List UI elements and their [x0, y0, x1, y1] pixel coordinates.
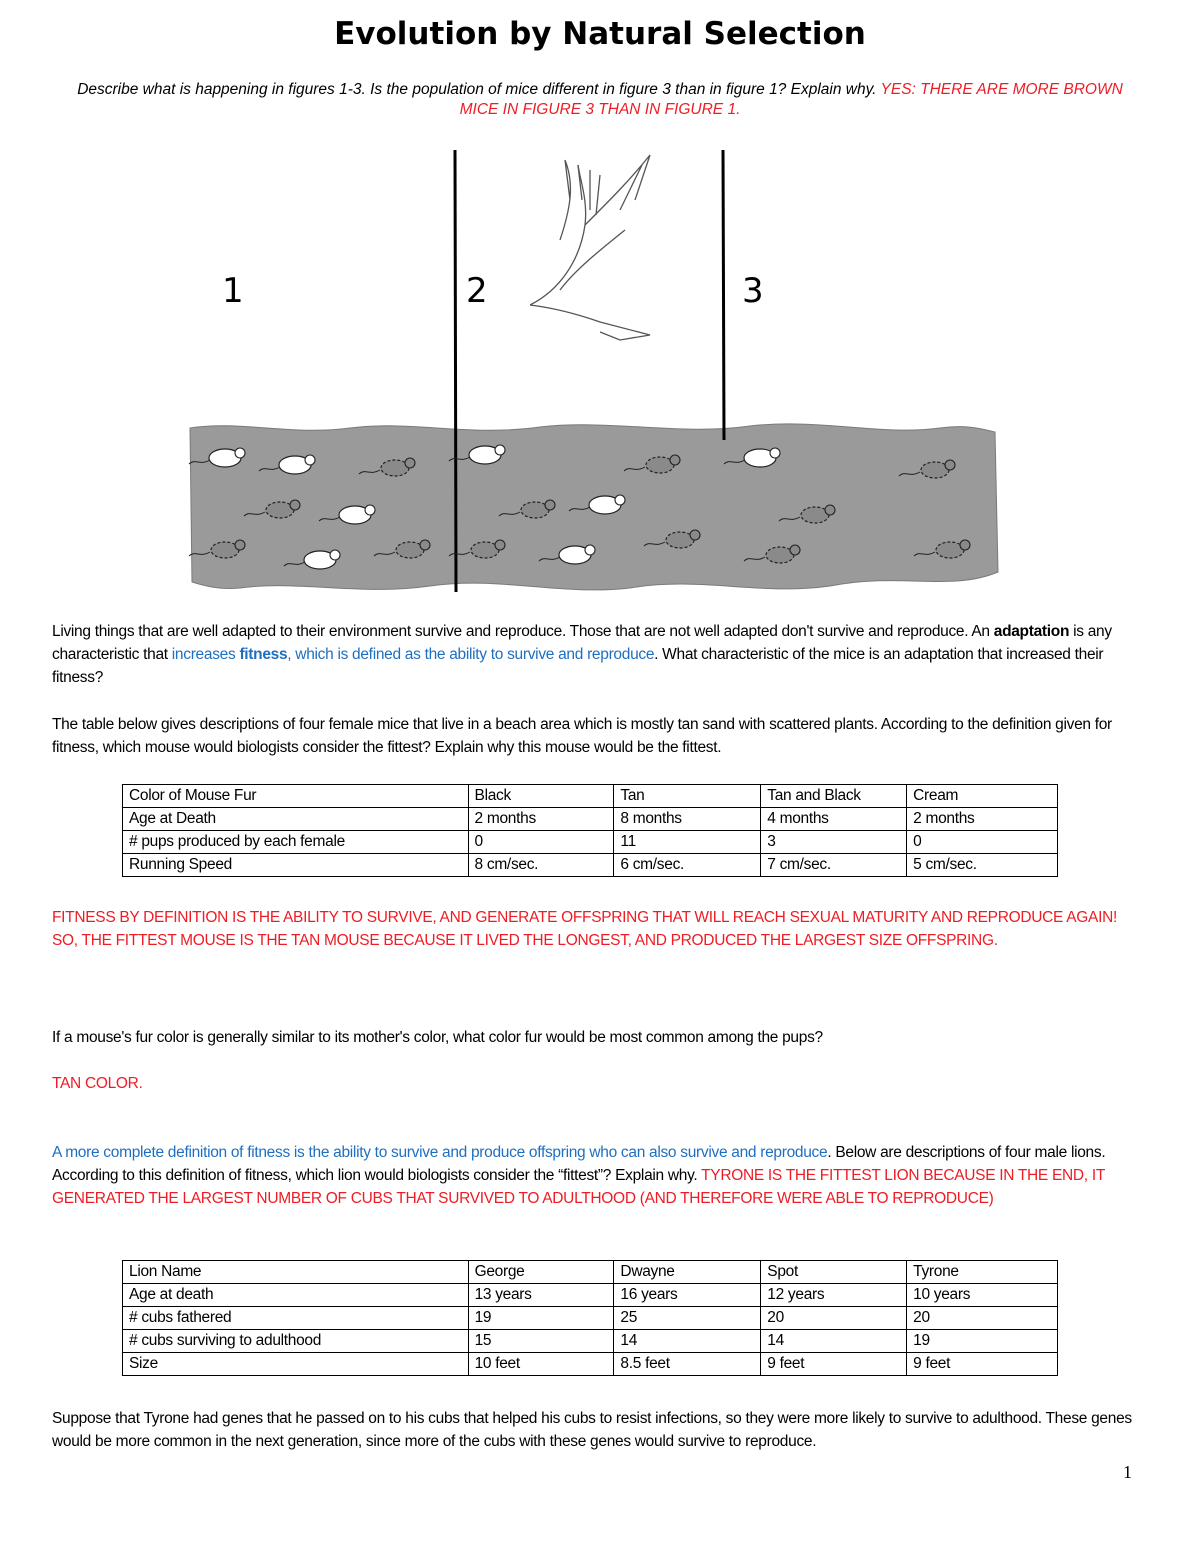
table-cell: Black [468, 785, 614, 808]
table-cell: 6 cm/sec. [614, 854, 761, 877]
adaptation-blue-2: , which is defined as the ability to survive and reproduce [287, 646, 655, 663]
table-cell: 10 feet [468, 1353, 614, 1376]
table-cell: Spot [761, 1261, 907, 1284]
table-cell: 16 years [614, 1284, 761, 1307]
fur-question: If a mouse's fur color is generally similar to its mother's color, what color fur would be most common among the pups? [52, 1029, 823, 1046]
mice-table-row [123, 785, 1058, 808]
lion-answer: TYRONE IS THE FITTEST LION BECAUSE IN THE END, IT GENERATED THE LARGEST NUMBER OF CUBS THAT SURVIVED TO ADULTHOOD (AND THEREFORE WERE ABLE TO REPRODUCE) [52, 1167, 1105, 1207]
table-cell: 0 [907, 831, 1058, 854]
table-cell: 8.5 feet [614, 1353, 761, 1376]
table-cell: Age at Death [123, 808, 469, 831]
mice-table-row [123, 831, 1058, 854]
table-cell: 19 [907, 1330, 1058, 1353]
table-cell: 2 months [468, 808, 614, 831]
closing-paragraph: Suppose that Tyrone had genes that he passed on to his cubs that helped his cubs to resist infections, so they were more likely to survive to adulthood. These genes would be more common in the next generation, since more of the cubs with these genes would survive to reproduce. [52, 1410, 1132, 1450]
table-cell: Tan [614, 785, 761, 808]
divider-line-2 [723, 150, 724, 440]
adaptation-blue-1: increases [171, 646, 240, 663]
table-cell: 15 [468, 1330, 614, 1353]
adaptation-text-3: . What characteristic of the mice is an adaptation that increased their fitness? [52, 646, 1104, 686]
mice-table [122, 784, 1058, 877]
lion-table [122, 1260, 1058, 1376]
mice-table-row [123, 808, 1058, 831]
table-cell: 2 months [907, 808, 1058, 831]
lion-table-row [123, 1353, 1058, 1376]
table-cell: Tan and Black [761, 785, 907, 808]
panel-number-1: 1 [222, 271, 244, 311]
fitness-term: fitness [239, 646, 288, 663]
table-cell: 11 [614, 831, 761, 854]
table-cell: George [468, 1261, 614, 1284]
adaptation-term: adaptation [993, 623, 1070, 640]
intro-question [60, 80, 1140, 120]
fur-answer: TAN COLOR. [52, 1075, 143, 1092]
table-cell: # pups produced by each female [123, 831, 469, 854]
table-cell: 5 cm/sec. [907, 854, 1058, 877]
page-title: Evolution by Natural Selection [334, 16, 866, 52]
fitness-answer: FITNESS BY DEFINITION IS THE ABILITY TO SURVIVE, AND GENERATE OFFSPRING THAT WILL REACH SEXUAL MATURITY AND REPRODUCE AGAIN! SO, THE FITTEST MOUSE IS THE TAN MOUSE BECAUSE IT LIVED THE LONGEST, AND PRODUCED THE LARGEST SIZE OFFSPRING. [52, 909, 1117, 949]
lion-table-row [123, 1307, 1058, 1330]
table-cell: 8 months [614, 808, 761, 831]
table-cell: 20 [907, 1307, 1058, 1330]
table-cell: 19 [468, 1307, 614, 1330]
table-cell: Size [123, 1353, 469, 1376]
lion-blue-definition: A more complete definition of fitness is the ability to survive and produce offspring who can also survive and reproduce [52, 1144, 828, 1161]
mice-question: The table below gives descriptions of four female mice that live in a beach area which is mostly tan sand with scattered plants. According to the definition given for fitness, which mouse would biologists consider the fittest? Explain why this mouse would be the fittest. [52, 716, 1112, 756]
table-cell: 9 feet [761, 1353, 907, 1376]
adaptation-text-1: Living things that are well adapted to their environment survive and reproduce. Those that are not well adapted don't survive and reproduce. An [52, 623, 994, 640]
table-cell: Dwayne [614, 1261, 761, 1284]
table-cell: 13 years [468, 1284, 614, 1307]
mouse-selection-figure [180, 140, 1010, 600]
page-number: 1 [1123, 1462, 1132, 1482]
table-cell: 8 cm/sec. [468, 854, 614, 877]
hawk-drawing [530, 155, 650, 340]
table-cell: 14 [614, 1330, 761, 1353]
table-cell: 20 [761, 1307, 907, 1330]
table-cell: 3 [761, 831, 907, 854]
table-cell: Tyrone [907, 1261, 1058, 1284]
table-cell: 4 months [761, 808, 907, 831]
table-cell: # cubs surviving to adulthood [123, 1330, 469, 1353]
table-cell: 9 feet [907, 1353, 1058, 1376]
adaptation-text-2: is any characteristic that [52, 623, 1112, 663]
table-cell: 25 [614, 1307, 761, 1330]
divider-line-1 [455, 150, 456, 592]
table-cell: 12 years [761, 1284, 907, 1307]
intro-answer: YES: THERE ARE MORE BROWN MICE IN FIGURE 3 THAN IN FIGURE 1. [459, 81, 1123, 118]
table-cell: 14 [761, 1330, 907, 1353]
mice-table-row [123, 854, 1058, 877]
table-cell: # cubs fathered [123, 1307, 469, 1330]
table-cell: Lion Name [123, 1261, 469, 1284]
table-cell: 7 cm/sec. [761, 854, 907, 877]
table-cell: Cream [907, 785, 1058, 808]
adaptation-paragraph [52, 620, 1142, 689]
lion-paragraph [52, 1141, 1142, 1210]
lion-table-row [123, 1330, 1058, 1353]
panel-number-3: 3 [742, 271, 764, 311]
table-cell: Running Speed [123, 854, 469, 877]
table-cell: Age at death [123, 1284, 469, 1307]
table-cell: 0 [468, 831, 614, 854]
table-cell: 10 years [907, 1284, 1058, 1307]
lion-question-text: . Below are descriptions of four male lions. According to this definition of fitness, which lion would biologists consider the “fittest”? Explain why. [52, 1144, 1106, 1184]
panel-number-2: 2 [466, 271, 488, 311]
table-cell: Color of Mouse Fur [123, 785, 469, 808]
lion-table-row [123, 1261, 1058, 1284]
lion-table-row [123, 1284, 1058, 1307]
intro-question-text: Describe what is happening in figures 1-3. Is the population of mice different in figure 3 than in figure 1? Explain why. [77, 81, 881, 98]
